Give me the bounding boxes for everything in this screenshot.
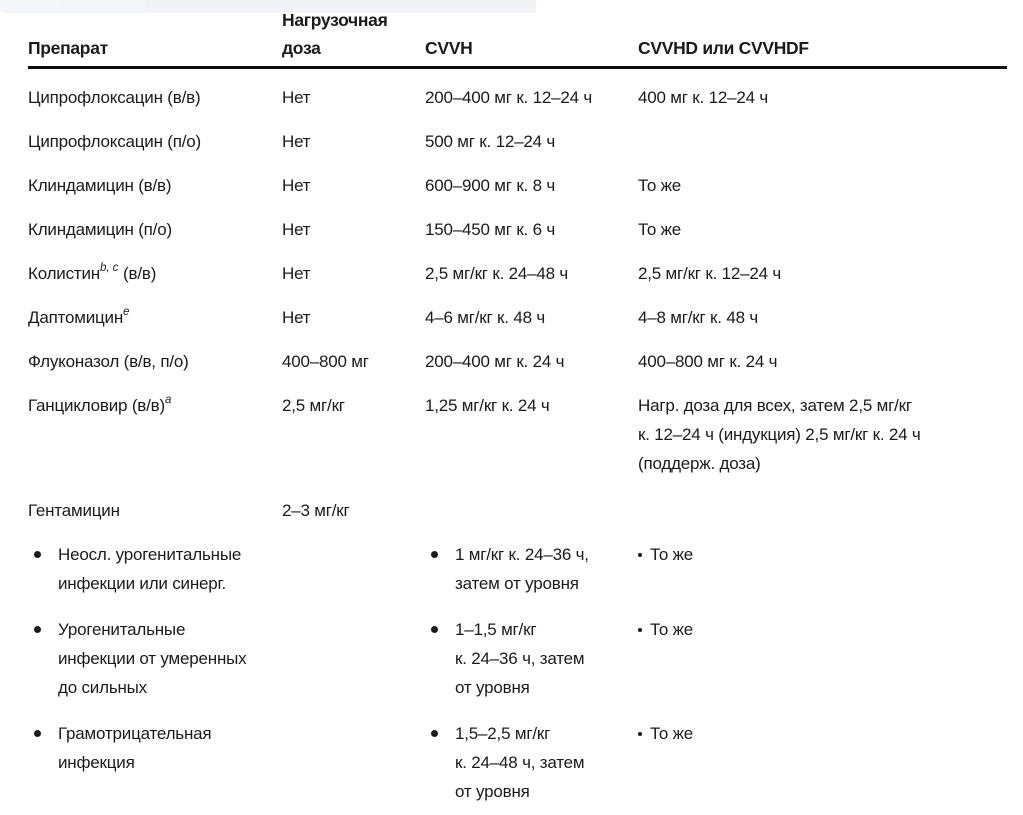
cvvh-cell	[425, 171, 638, 200]
table-row	[28, 215, 1007, 244]
cell-text: Даптомицин	[28, 308, 124, 327]
cell-text: Нет	[282, 264, 311, 283]
cell-text: Ципрофлоксацин (п/о)	[28, 132, 201, 151]
cell-text: Флуконазол (в/в, п/о)	[28, 352, 189, 371]
cell-line: Грамотрицательная	[58, 724, 212, 743]
cvvh-cell	[425, 259, 638, 288]
cell-text: 2,5 мг/кг	[282, 396, 345, 415]
cvvh-cell	[425, 83, 638, 112]
drug-cell	[28, 303, 282, 332]
cvvh-cell	[425, 391, 638, 478]
col-header-line1: Нагрузочная	[282, 10, 388, 30]
bullet-icon	[425, 615, 455, 633]
cvvhd-cell	[638, 391, 1007, 478]
table-row	[28, 259, 1007, 288]
cell-text: 150–450 мг к. 6 ч	[425, 220, 556, 239]
drug-cell	[28, 719, 282, 806]
drug-cell	[28, 83, 282, 112]
cell-line: инфекции или синерг.	[58, 574, 226, 593]
cell-text: 1,25 мг/кг к. 24 ч	[425, 396, 550, 415]
cvvhd-cell	[638, 540, 1007, 598]
cvvhd-cell	[638, 215, 1007, 244]
cvvh-cell	[425, 127, 638, 156]
cvvhd-cell	[638, 259, 1007, 288]
cvvhd-cell	[638, 615, 1007, 702]
loading-dose-cell	[282, 391, 425, 478]
cvvh-cell	[425, 496, 638, 525]
table-row	[28, 540, 1007, 598]
cell-line: Урогенитальные	[58, 620, 186, 639]
cvvh-cell	[425, 303, 638, 332]
loading-dose-cell	[282, 83, 425, 112]
cell-text: 600–900 мг к. 8 ч	[425, 176, 556, 195]
loading-dose-cell	[282, 303, 425, 332]
bullet-icon	[638, 628, 642, 632]
cvvhd-cell	[638, 347, 1007, 376]
table-row	[28, 719, 1007, 806]
col-header-line2: доза	[282, 38, 321, 58]
col-header-loading-dose	[282, 6, 425, 62]
bullet-icon	[638, 553, 642, 557]
drug-cell	[28, 496, 282, 525]
cell-line: к. 24–36 ч, затем	[455, 649, 585, 668]
cvvh-cell	[425, 615, 638, 702]
col-header-cvvh	[425, 6, 638, 62]
drug-cell	[28, 127, 282, 156]
col-header-line2: Препарат	[28, 38, 108, 58]
cell-text: 500 мг к. 12–24 ч	[425, 132, 556, 151]
drug-cell	[28, 259, 282, 288]
cell-text: То же	[638, 176, 682, 195]
cell-text: То же	[650, 620, 694, 639]
cell-line: 1–1,5 мг/кг	[455, 620, 537, 639]
table-body	[28, 69, 1007, 806]
loading-dose-cell	[282, 215, 425, 244]
cell-line: к. 24–48 ч, затем	[455, 753, 585, 772]
bullet-text	[455, 719, 584, 806]
bullet-text	[58, 615, 246, 702]
col-header-line1	[638, 6, 1007, 34]
cell-line: 1,5–2,5 мг/кг	[455, 724, 551, 743]
cell-line: к. 12–24 ч (индукция) 2,5 мг/кг к. 24 ч	[638, 425, 921, 444]
cell-line: от уровня	[455, 782, 530, 801]
drug-cell	[28, 215, 282, 244]
loading-dose-cell	[282, 259, 425, 288]
cell-text: Нет	[282, 88, 311, 107]
bullet-text	[455, 540, 589, 598]
cell-text: Клиндамицин (п/о)	[28, 220, 172, 239]
cvvh-cell	[425, 540, 638, 598]
loading-dose-cell	[282, 496, 425, 525]
cvvhd-cell	[638, 127, 1007, 156]
col-header-line1	[28, 6, 282, 34]
cell-text: 400 мг к. 12–24 ч	[638, 88, 769, 107]
drug-cell	[28, 347, 282, 376]
cvvhd-cell	[638, 83, 1007, 112]
cell-text: То же	[650, 545, 694, 564]
col-header-line2: CVVHD или CVVHDF	[638, 38, 809, 58]
cell-text: То же	[650, 724, 694, 743]
cvvh-cell	[425, 215, 638, 244]
cell-line: 1 мг/кг к. 24–36 ч,	[455, 545, 589, 564]
cell-text: Нет	[282, 308, 311, 327]
table-row	[28, 347, 1007, 376]
cell-line: до сильных	[58, 678, 147, 697]
cell-text: Клиндамицин (в/в)	[28, 176, 172, 195]
cell-text: 2,5 мг/кг к. 24–48 ч	[425, 264, 569, 283]
table-row	[28, 391, 1007, 478]
loading-dose-cell	[282, 347, 425, 376]
drug-cell	[28, 171, 282, 200]
cell-text: Колистин	[28, 264, 100, 283]
loading-dose-cell	[282, 719, 425, 806]
bullet-text	[455, 615, 584, 702]
footnote-marker: e	[123, 306, 130, 319]
cell-line: затем от уровня	[455, 574, 579, 593]
cell-line: инфекция	[58, 753, 135, 772]
cell-text: 200–400 мг к. 12–24 ч	[425, 88, 593, 107]
col-header-line1	[425, 6, 638, 34]
bullet-text	[58, 719, 211, 777]
cvvhd-cell	[638, 496, 1007, 525]
footnote-marker: a	[164, 394, 172, 407]
loading-dose-cell	[282, 171, 425, 200]
bullet-icon	[425, 719, 455, 737]
bullet-icon	[28, 540, 58, 558]
loading-dose-cell	[282, 127, 425, 156]
cvvhd-cell	[638, 719, 1007, 806]
cell-text: 2–3 мг/кг	[282, 501, 350, 520]
cell-text: 400–800 мг	[282, 352, 369, 371]
cell-text: Нет	[282, 220, 311, 239]
bullet-icon	[638, 732, 642, 736]
loading-dose-cell	[282, 540, 425, 598]
cell-text: (в/в)	[118, 264, 157, 283]
drug-cell	[28, 615, 282, 702]
cell-text: 200–400 мг к. 24 ч	[425, 352, 565, 371]
cvvhd-cell	[638, 171, 1007, 200]
cell-text: Гентамицин	[28, 501, 120, 520]
cell-text: Ганцикловир (в/в)	[28, 396, 165, 415]
cell-line: Нагр. доза для всех, затем 2,5 мг/кг	[638, 396, 912, 415]
col-header-cvvhd-cvvhdf	[638, 6, 1007, 62]
bullet-icon	[28, 719, 58, 737]
loading-dose-cell	[282, 615, 425, 702]
cvvhd-cell	[638, 303, 1007, 332]
table-header-row	[28, 6, 1007, 62]
cell-line: (поддерж. доза)	[638, 454, 761, 473]
drug-cell	[28, 391, 282, 478]
table-row	[28, 127, 1007, 156]
cell-line: Неосл. урогенитальные	[58, 545, 242, 564]
cvvh-cell	[425, 347, 638, 376]
col-header-drug	[28, 6, 282, 62]
cell-text: Нет	[282, 176, 311, 195]
cvvh-cell	[425, 719, 638, 806]
cell-line: от уровня	[455, 678, 530, 697]
cell-text: 4–8 мг/кг к. 48 ч	[638, 308, 759, 327]
table-row	[28, 303, 1007, 332]
cell-text: 4–6 мг/кг к. 48 ч	[425, 308, 546, 327]
cell-text: Нет	[282, 132, 311, 151]
cell-text: 2,5 мг/кг к. 12–24 ч	[638, 264, 782, 283]
footnote-marker: b, c	[99, 262, 119, 275]
bullet-icon	[28, 615, 58, 633]
bullet-icon	[425, 540, 455, 558]
cell-line: инфекции от умеренных	[58, 649, 247, 668]
bullet-text	[58, 540, 241, 598]
table-row	[28, 496, 1007, 525]
table-row	[28, 171, 1007, 200]
table-row	[28, 615, 1007, 702]
cell-text: То же	[638, 220, 682, 239]
table-row	[28, 83, 1007, 112]
drug-cell	[28, 540, 282, 598]
cell-text: Ципрофлоксацин (в/в)	[28, 88, 201, 107]
cell-text: 400–800 мг к. 24 ч	[638, 352, 778, 371]
col-header-line2: CVVH	[425, 38, 473, 58]
